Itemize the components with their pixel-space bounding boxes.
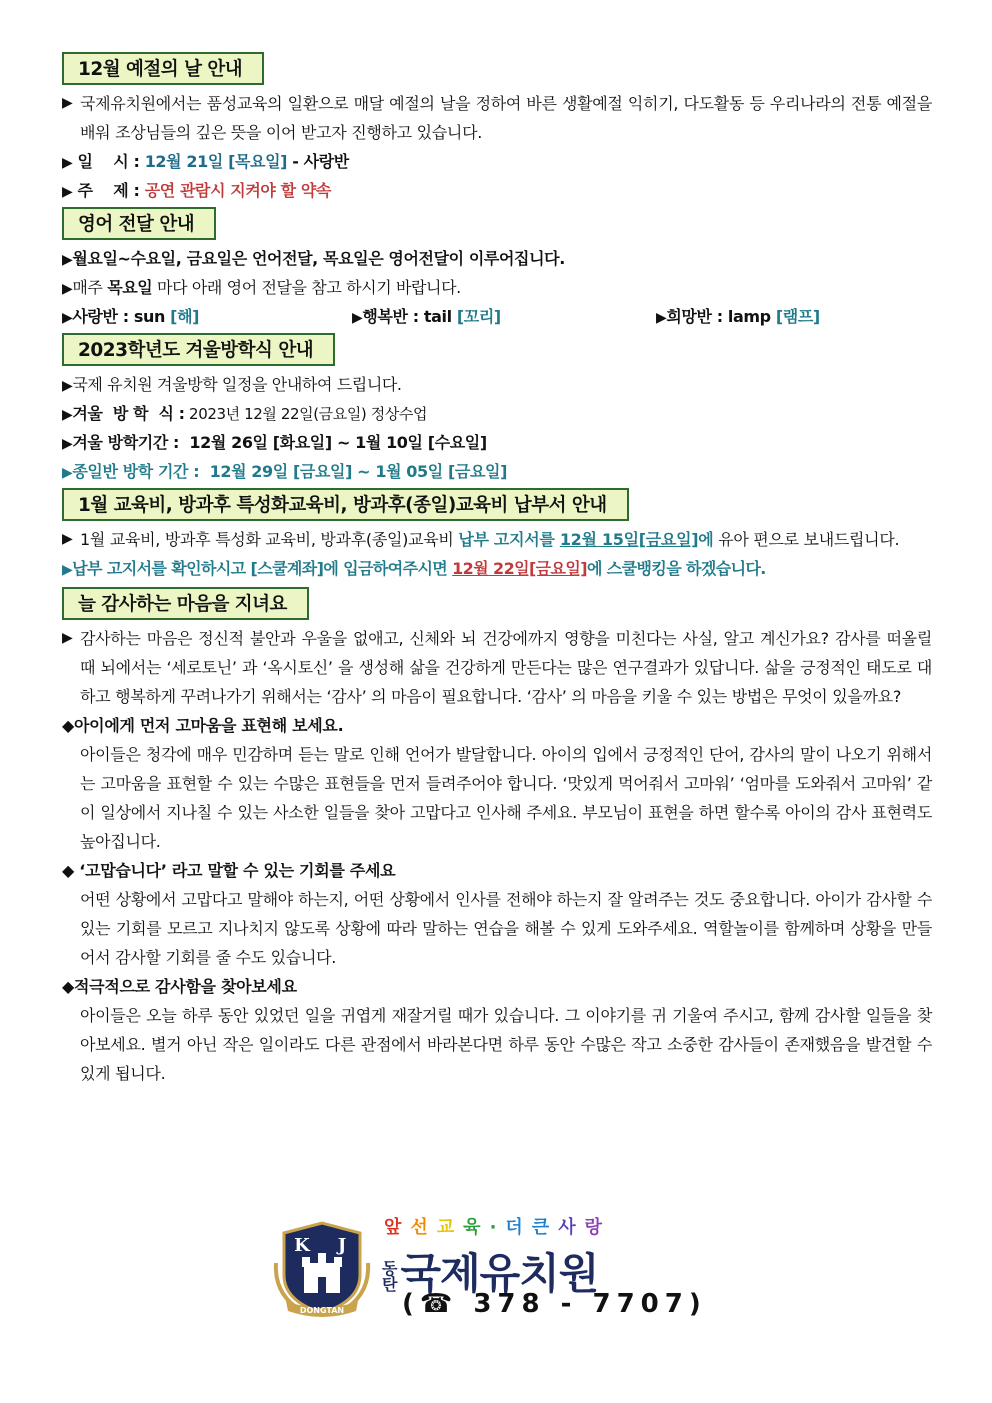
bullet-icon: ▶ [62, 95, 73, 111]
slogan-char: 큰 [531, 1217, 559, 1238]
bullet-icon: ▶ [62, 184, 73, 200]
newsletter [62, 52, 932, 1088]
tuition-notice-2: ▶납부 고지서를 확인하시고 [스쿨계좌]에 입금하여주시면 12월 22일[금요일]에 스쿨뱅킹을 하겠습니다. [62, 559, 766, 578]
slogan-char: 랑 [584, 1217, 611, 1238]
slogan-char: 사 [558, 1217, 585, 1238]
bullet-icon: ▶ [62, 465, 73, 481]
kindergarten-name: 동 탄국제유치원 [382, 1249, 599, 1298]
tip-heading: ◆아이에게 먼저 고마움을 표현해 보세요. [62, 716, 344, 735]
tip-heading: ◆적극적으로 감사함을 찾아보세요 [62, 977, 297, 996]
bullet-icon: ▶ [656, 310, 667, 326]
etiquette-intro: ▶ 국제유치원에서는 품성교육의 일환으로 매달 예절의 날을 정하여 바른 생활예절 익히기, 다도활동 등 우리나라의 전통 예절을 배워 조상님들의 깊은 뜻을 이어 받고자 진행하고 있습니다. [62, 89, 932, 147]
crest-icon [272, 1215, 372, 1320]
bullet-icon: ▶ [62, 562, 73, 578]
english-line-2: ▶매주 목요일 마다 아래 영어 전달을 참고 하시기 바랍니다. [62, 278, 461, 297]
class-sarang: ▶사랑반 : sun [해] [62, 307, 200, 326]
slogan [384, 1213, 611, 1239]
bullet-icon: ▶ [62, 630, 73, 646]
tip-heading: ◆ ‘고맙습니다’ 라고 말할 수 있는 기회를 주세요 [62, 861, 396, 880]
winter-ceremony: ▶겨울 방 학 식 : 2023년 12월 22일(금요일) 정상수업 [62, 404, 428, 423]
slogan-char: 교 [436, 1217, 464, 1238]
bullet-icon: ▶ [62, 155, 73, 171]
winter-intro: ▶국제 유치원 겨울방학 일정을 안내하여 드립니다. [62, 375, 402, 394]
name-prefix: 동 탄 [382, 1258, 397, 1294]
bullet-icon: ▶ [62, 436, 73, 452]
english-line-1: ▶월요일~수요일, 금요일은 언어전달, 목요일은 영어전달이 이루어집니다. [62, 249, 565, 268]
tuition-notice-1: ▶ 1월 교육비, 방과후 특성화 교육비, 방과후(종일)교육비 납부 고지서를 12월 15일[금요일]에 유아 편으로 보내드립니다. [62, 525, 932, 554]
bullet-icon: ▶ [62, 281, 73, 297]
etiquette-topic: ▶ 주 제 : 공연 관람시 지켜야 할 약속 [62, 181, 331, 200]
bullet-icon: ▶ [352, 310, 363, 326]
bullet-icon: ▶ [62, 407, 73, 423]
slogan-char: 육 [463, 1217, 490, 1238]
section-header-winter-break: 2023학년도 겨울방학식 안내 [62, 333, 335, 366]
crest-ribbon-text: DONGTAN [299, 1306, 345, 1315]
section-header-english: 영어 전달 안내 [62, 207, 216, 240]
bullet-icon: ▶ [62, 310, 73, 326]
phone-number: (☎ 378 - 7707) [402, 1289, 707, 1319]
kindergarten-logo [272, 1213, 707, 1323]
winter-fullday-period: ▶종일반 방학 기간 : 12월 29일 [금요일] ~ 1월 05일 [금요일] [62, 462, 507, 481]
tip-body: 아이들은 청각에 매우 민감하며 듣는 말로 인해 언어가 발달합니다. 아이의 입에서 긍정적인 단어, 감사의 말이 나오기 위해서는 고마움을 표현할 수 있는 수많은 표현들을 먼저 들려주어야 합니다. ‘맛있게 먹어줘서 고마워’ ‘엄마를 도와줘서 고마워’ 같이 일상에서 지나칠 수 있는 사소한 일들을 찾아 고맙다고 인사해 주세요. 부모님이 표현을 하면 할수록 아이의 감사 표현력도 높아집니다. [80, 745, 932, 851]
slogan-char: 더 [505, 1217, 532, 1238]
etiquette-date: ▶ 일 시 : 12월 21일 [목요일] - 사랑반 [62, 152, 349, 171]
gratitude-intro: ▶ 감사하는 마음은 정신적 불안과 우울을 없애고, 신체와 뇌 건강에까지 영향을 미친다는 사실, 알고 계신가요? 감사를 떠올릴 때 뇌에서는 ‘세로토닌’ 과 ‘옥시토신’ 을 생성해 삶을 건강하게 만든다는 많은 연구결과가 있답니다. 삶을 긍정적인 태도로 대하고 행복하게 꾸려나가기 위해서는 ‘감사’ 의 마음이 필요합니다. ‘감사’ 의 마음을 키울 수 있는 방법은 무엇이 있을까요? [62, 624, 932, 711]
slogan-char: 앞 [384, 1217, 411, 1238]
section-header-etiquette: 12월 예절의 날 안내 [62, 52, 264, 85]
section-header-tuition: 1월 교육비, 방과후 특성화교육비, 방과후(종일)교육비 납부서 안내 [62, 488, 629, 521]
crest-initial-j: J [337, 1235, 347, 1256]
class-huimang: ▶희망반 : lamp [램프] [656, 307, 820, 326]
bullet-icon: ▶ [62, 531, 73, 547]
bullet-icon: ▶ [62, 378, 73, 394]
bullet-icon: ▶ [62, 252, 73, 268]
english-classes [62, 302, 932, 331]
section-header-gratitude: 늘 감사하는 마음을 지녀요 [62, 587, 309, 620]
class-haengbok: ▶행복반 : tail [꼬리] [352, 307, 501, 326]
slogan-char: · [489, 1217, 506, 1238]
crest-initial-k: K [294, 1235, 310, 1256]
tip-body: 아이들은 오늘 하루 동안 있었던 일을 귀엽게 재잘거릴 때가 있습니다. 그 이야기를 귀 기울여 주시고, 함께 감사할 일들을 찾아보세요. 별거 아닌 작은 일이라도 다른 관점에서 바라본다면 하루 동안 수많은 작고 소중한 감사들이 존재했음을 발견할 수 있게 됩니다. [80, 1006, 932, 1083]
winter-period: ▶겨울 방학기간 : 12월 26일 [화요일] ~ 1월 10일 [수요일] [62, 433, 487, 452]
tip-body: 어떤 상황에서 고맙다고 말해야 하는지, 어떤 상황에서 인사를 전해야 하는지 잘 알려주는 것도 중요합니다. 아이가 감사할 수 있는 기회를 모르고 지나치지 않도록 상황에 따라 말하는 연습을 해볼 수 있게 도와주세요. 역할놀이를 함께하며 상황을 만들어서 감사할 기회를 줄 수도 있습니다. [80, 890, 932, 967]
slogan-char: 선 [410, 1217, 437, 1238]
